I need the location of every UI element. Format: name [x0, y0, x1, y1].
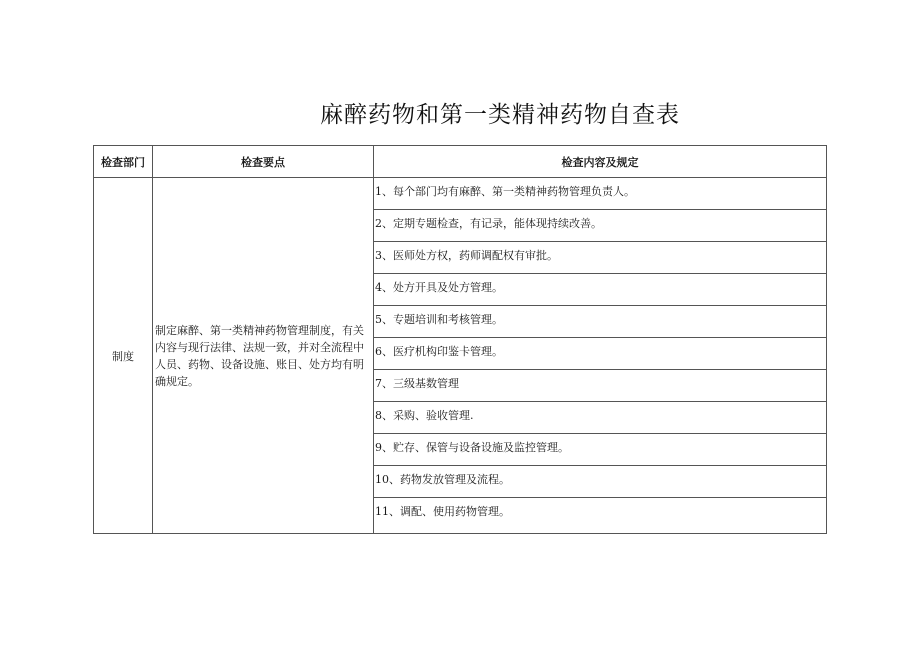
content-item: 6、医疗机构印鉴卡管理。	[374, 338, 827, 370]
content-item: 8、采购、验收管理.	[374, 402, 827, 434]
department-cell: 制度	[94, 178, 153, 534]
header-key-points: 检查要点	[153, 146, 374, 178]
table-header-row	[94, 146, 827, 178]
content-item: 4、处方开具及处方管理。	[374, 274, 827, 306]
page-title: 麻醉药物和第一类精神药物自查表	[320, 102, 680, 128]
content-item: 10、药物发放管理及流程。	[374, 466, 827, 498]
key-points-cell: 制定麻醉、第一类精神药物管理制度，有关内容与现行法律、法规一致，并对全流程中人员、药物、设备设施、账目、处方均有明确规定。	[153, 178, 374, 534]
table-row	[94, 178, 827, 210]
content-item: 5、专题培训和考核管理。	[374, 306, 827, 338]
header-department: 检查部门	[94, 146, 153, 178]
content-item: 9、贮存、保管与设备设施及监控管理。	[374, 434, 827, 466]
content-item: 7、三级基数管理	[374, 370, 827, 402]
header-content: 检查内容及规定	[374, 146, 827, 178]
content-item: 11、调配、使用药物管理。	[374, 498, 827, 534]
content-item: 3、医师处方权，药师调配权有审批。	[374, 242, 827, 274]
content-item: 2、定期专题检查，有记录，能体现持续改善。	[374, 210, 827, 242]
inspection-table	[93, 145, 827, 534]
content-item: 1、每个部门均有麻醉、第一类精神药物管理负责人。	[374, 178, 827, 210]
